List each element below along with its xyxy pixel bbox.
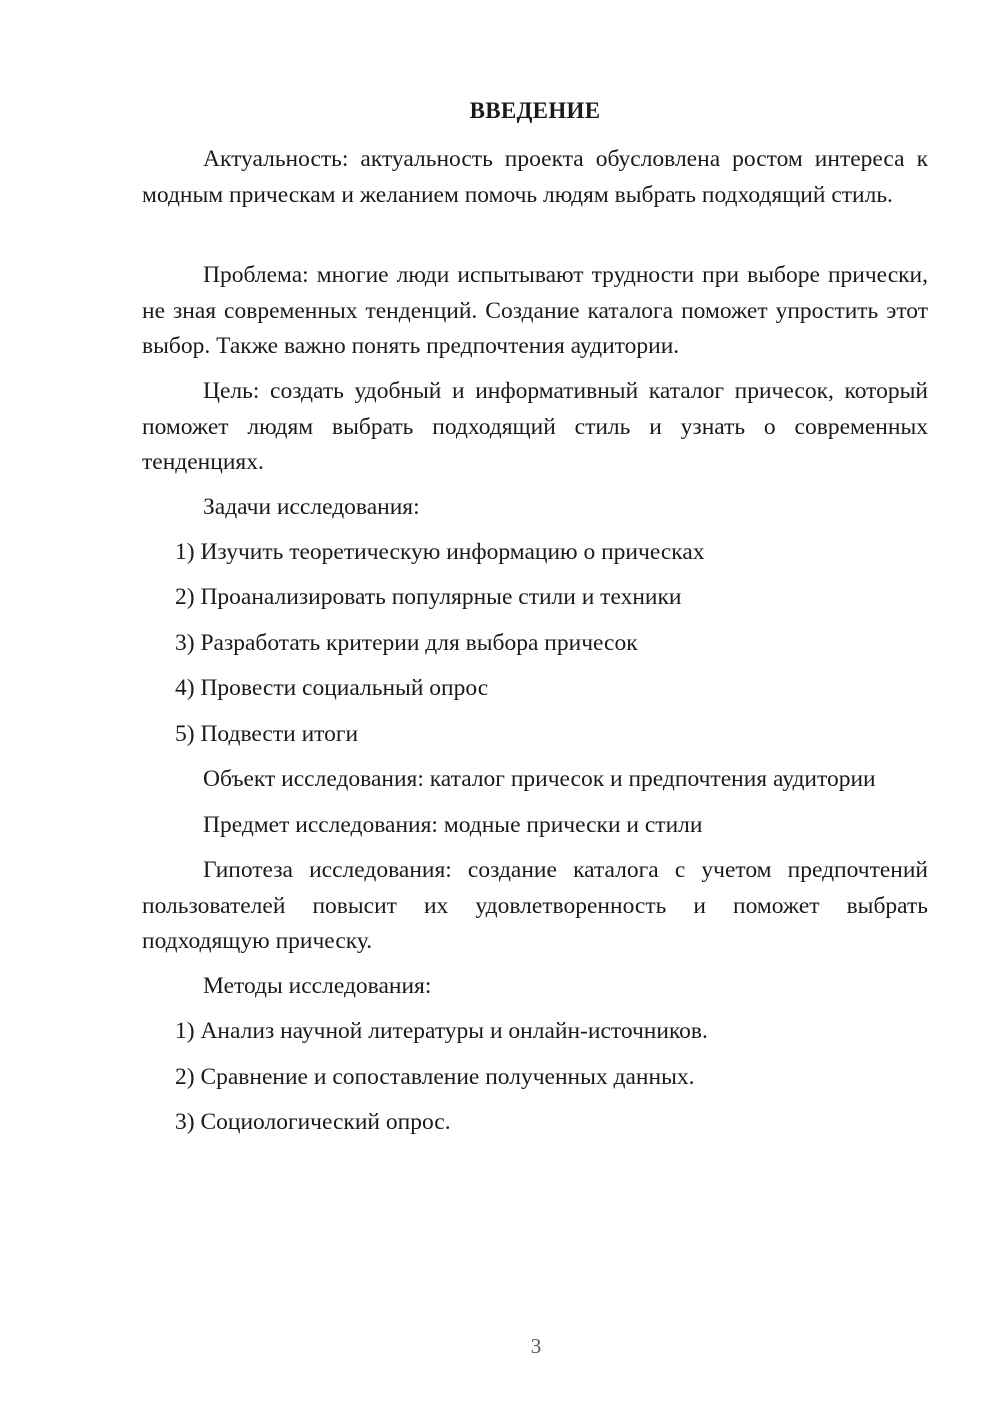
task-item: 1) Изучить теоретическую информацию о прическах xyxy=(175,539,705,565)
section-title: ВВЕДЕНИЕ xyxy=(469,98,601,123)
task-item: 3) Разработать критерии для выбора причесок xyxy=(175,630,638,656)
tasks-heading: Задачи исследования: xyxy=(203,494,420,520)
task-item: 2) Проанализировать популярные стили и техники xyxy=(175,584,682,610)
method-item: 1) Анализ научной литературы и онлайн-источников. xyxy=(175,1018,708,1044)
task-item: 4) Провести социальный опрос xyxy=(175,675,489,701)
method-item: 2) Сравнение и сопоставление полученных данных. xyxy=(175,1064,695,1090)
goal-paragraph: Цель: создать удобный и информативный каталог причесок, который поможет людям выбрать подходящий стиль и узнать о современных тенденциях. xyxy=(142,378,928,475)
hypothesis-paragraph: Гипотеза исследования: создание каталога с учетом предпочтений пользователей повысит их удовлетворенность и поможет выбрать подходящую прическу. xyxy=(142,857,928,954)
method-item: 3) Социологический опрос. xyxy=(175,1109,451,1135)
task-item: 5) Подвести итоги xyxy=(175,721,359,747)
relevance-paragraph: Актуальность: актуальность проекта обусловлена ростом интереса к модным прическам и желанием помочь людям выбрать подходящий стиль. xyxy=(142,146,928,208)
subject-paragraph: Предмет исследования: модные прически и стили xyxy=(203,812,703,838)
page-number: 3 xyxy=(530,1334,542,1358)
problem-paragraph: Проблема: многие люди испытывают трудности при выборе прически, не зная современных тенденций. Создание каталога поможет упростить этот выбор. Также важно понять предпочтения аудитории. xyxy=(142,262,928,359)
methods-heading: Методы исследования: xyxy=(203,973,432,999)
object-paragraph: Объект исследования: каталог причесок и предпочтения аудитории xyxy=(203,766,876,792)
